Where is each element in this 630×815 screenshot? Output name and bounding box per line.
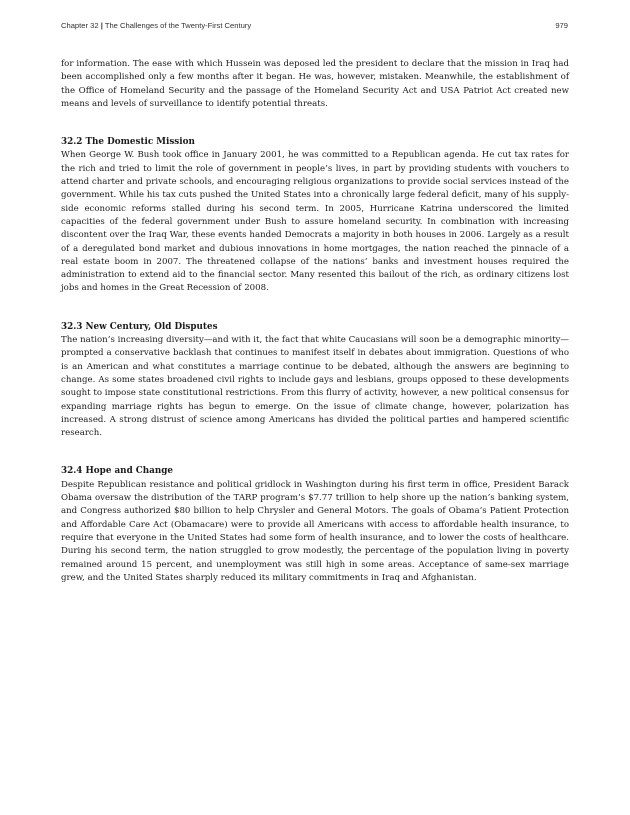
page-content bbox=[61, 58, 569, 585]
header-separator: | bbox=[100, 21, 103, 30]
section-body: Despite Republican resistance and political gridlock in Washington during his first term in office, President Barack Obama oversaw the distribution of the TARP program’s $7.77 trillion to help shore up the nation’s banking system, and Congress authorized $80 billion to help Chrysler and General Motors. The goals of Obama’s Patient Protection and Affordable Care Act (Obamacare) were to provide all Americans with access to affordable health insurance, to require that everyone in the United States had some form of health insurance, and to lower the costs of healthcare. During his second term, the nation struggled to grow modestly, the percentage of the population living in poverty remained around 15 percent, and unemployment was still high in some areas. Acceptance of same-sex marriage grew, and the United States sharply reduced its military commitments in Iraq and Afghanistan. bbox=[61, 479, 569, 583]
running-header bbox=[61, 21, 568, 33]
section-body: The nation’s increasing diversity—and with it, the fact that white Caucasians will soon be a demographic minority—prompted a conservative backlash that continues to manifest itself in debates about immigration. Questions of who is an American and what constitutes a marriage continue to be debated, although the answers are beginning to change. As some states broadened civil rights to include gays and lesbians, groups opposed to these developments sought to impose state constitutional restrictions. From this flurry of activity, however, a new political consensus for expanding marriage rights has begun to emerge. On the issue of climate change, however, polarization has increased. A strong distrust of science among Americans has divided the political parties and hampered scientific research. bbox=[61, 335, 569, 439]
chapter-title: The Challenges of the Twenty-First Century bbox=[104, 21, 252, 30]
page-number: 979 bbox=[555, 21, 568, 30]
section-hope-and-change bbox=[61, 465, 569, 585]
chapter-label: Chapter 32 bbox=[61, 21, 99, 30]
section-heading: 32.3 New Century, Old Disputes bbox=[61, 321, 218, 332]
intro-paragraph: for information. The ease with which Hussein was deposed led the president to declare that the mission in Iraq had been accomplished only a few months after it began. He was, however, mistaken. Meanwhile, the establishment of the Office of Homeland Security and the passage of the Homeland Security Act and USA Patriot Act created new means and levels of surveillance to identify potential threats. bbox=[61, 59, 569, 109]
section-body: When George W. Bush took office in January 2001, he was committed to a Republican agenda. He cut tax rates for the rich and tried to limit the role of government in people’s lives, in part by providing students with vouchers to attend charter and private schools, and encouraging religious organizations to provide social services instead of the government. While his tax cuts pushed the United States into a chronically large federal deficit, many of his supply-side economic reforms stalled during his second term. In 2005, Hurricane Katrina underscored the limited capacities of the federal government under Bush to assure homeland security. In combination with increasing discontent over the Iraq War, these events handed Democrats a majority in both houses in 2006. Largely as a result of a deregulated bond market and dubious innovations in home mortgages, the nation reached the pinnacle of a real estate boom in 2007. The threatened collapse of the nations’ banks and investment houses required the administration to extend aid to the financial sector. Many resented this bailout of the rich, as ordinary citizens lost jobs and homes in the Great Recession of 2008. bbox=[61, 150, 569, 294]
section-domestic-mission bbox=[61, 136, 569, 296]
chapter-heading bbox=[61, 21, 251, 30]
section-heading: 32.4 Hope and Change bbox=[61, 466, 174, 477]
section-heading: 32.2 The Domestic Mission bbox=[61, 137, 195, 148]
section-new-century-old-disputes bbox=[61, 321, 569, 441]
